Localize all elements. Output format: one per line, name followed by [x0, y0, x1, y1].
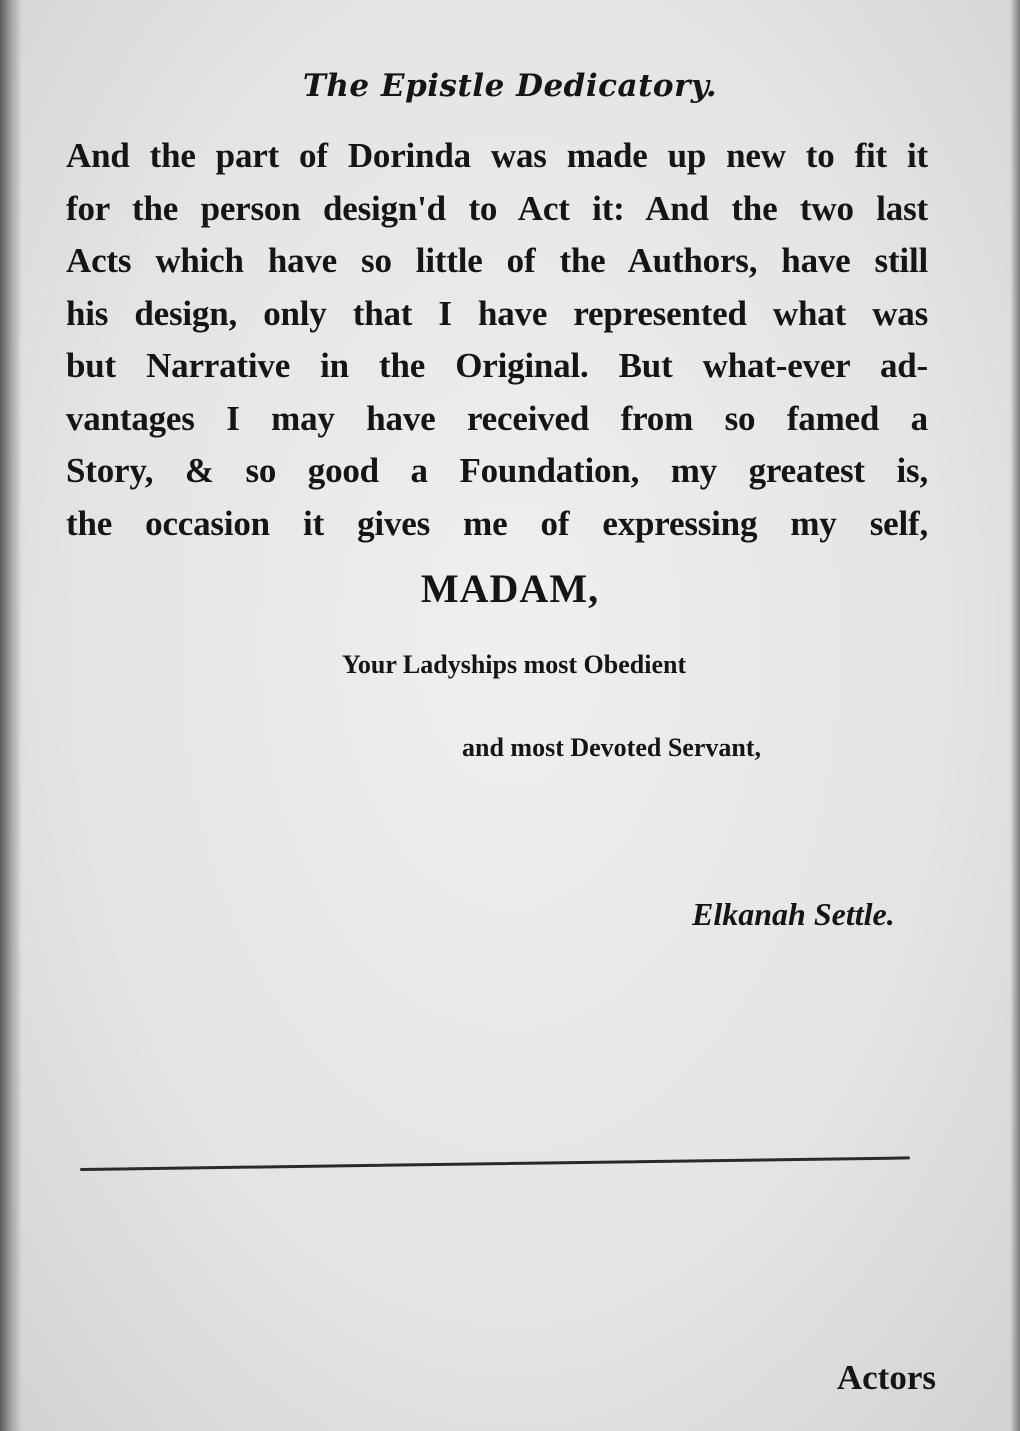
closing-line: and most Devoted Servant,	[462, 733, 761, 762]
body-line: vantages I may have received from so famed a	[66, 398, 928, 438]
ink-line-mark	[80, 1156, 910, 1171]
body-line: but Narrative in the Original. But what-ever ad-	[66, 346, 928, 385]
page-gutter-shadow	[0, 0, 22, 1431]
page-edge-shadow	[1010, 0, 1020, 1431]
body-line: And the part of Dorinda was made up new to fit it	[66, 136, 928, 175]
body-line: for the person design'd to Act it: And the two last	[66, 188, 928, 228]
catchword: Actors	[836, 1358, 936, 1397]
closing-line: Your Ladyships most Obedient	[342, 650, 687, 679]
body-line: his design, only that I have represented what was	[66, 293, 928, 333]
signature: Elkanah Settle.	[692, 896, 895, 932]
body-paragraph	[66, 130, 928, 550]
salutation: MADAM,	[420, 566, 600, 611]
body-line: Story, & so good a Foundation, my greatest is,	[66, 451, 928, 490]
body-line: the occasion it gives me of expressing my self,	[66, 503, 928, 543]
body-line: Acts which have so little of the Authors, have still	[66, 241, 928, 280]
running-title: The Epistle Dedicatory.	[302, 68, 718, 104]
